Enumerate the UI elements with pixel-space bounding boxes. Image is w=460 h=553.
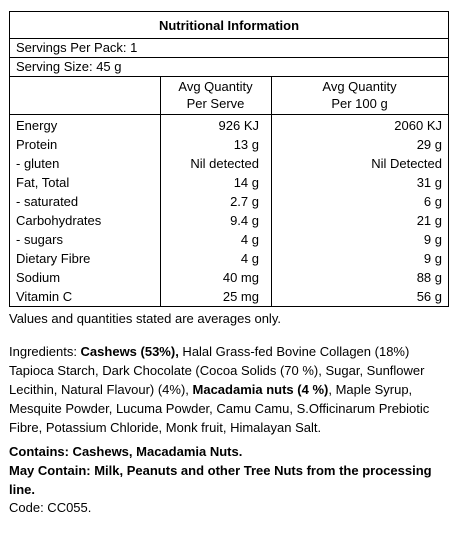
ingredient-allergen: Macadamia nuts (4 %): [192, 382, 329, 397]
product-code: Code: CC055.: [9, 500, 92, 515]
per-100g-value: 6 g: [423, 194, 442, 209]
per-serve-value: 14 g: [233, 175, 259, 190]
nutrient-row: [10, 268, 448, 287]
nutrient-name: - sugars: [16, 232, 63, 247]
nutrition-panel: [9, 11, 449, 307]
panel-title: Nutritional Information: [158, 18, 300, 33]
divider: [10, 57, 448, 58]
per-100g-value: 9 g: [423, 251, 442, 266]
nutrient-name: Fat, Total: [16, 175, 70, 190]
nutrient-name: - saturated: [16, 194, 79, 209]
nutrient-name: Dietary Fibre: [16, 251, 91, 266]
column-header-per-serve: [160, 78, 271, 112]
ingredients-text: [9, 342, 449, 437]
divider: [10, 76, 448, 77]
per-100g-value: 29 g: [416, 137, 442, 152]
per-100g-value: 21 g: [416, 213, 442, 228]
per-100g-value: 9 g: [423, 232, 442, 247]
per-serve-value: 2.7 g: [230, 194, 259, 209]
nutrient-row: [10, 135, 448, 154]
per-serve-value: 40 mg: [222, 270, 259, 285]
serving-size: Serving Size: 45 g: [16, 59, 122, 74]
nutrient-row: [10, 192, 448, 211]
per-serve-value: 926 KJ: [218, 118, 259, 133]
nutrient-row: [10, 173, 448, 192]
per-serve-value: Nil detected: [190, 156, 259, 171]
ingredients-label: Ingredients:: [9, 344, 81, 359]
per-serve-value: 4 g: [240, 251, 259, 266]
per-100g-value: 56 g: [416, 289, 442, 304]
averages-note: Values and quantities stated are averages only.: [9, 311, 281, 326]
nutrient-row: [10, 287, 448, 306]
ingredients-list: , Maple Syrup, Mesquite Powder, Lucuma Powder, Camu Camu, S.Officinarum Prebiotic Fibre, Potassium Chloride, Monk fruit, Himalayan Salt.: [9, 382, 430, 435]
may-contain-line: May Contain: Milk, Peanuts and other Tree Nuts from the processing line.: [9, 463, 432, 497]
nutrient-name: Sodium: [16, 270, 61, 285]
allergen-statement: [9, 442, 460, 499]
per-100g-value: 2060 KJ: [394, 118, 442, 133]
nutrient-row: [10, 230, 448, 249]
contains-line: Contains: Cashews, Macadamia Nuts.: [9, 444, 243, 459]
servings-per-pack: Servings Per Pack: 1: [16, 40, 138, 55]
per-100g-value: 31 g: [416, 175, 442, 190]
nutrient-name: Vitamin C: [16, 289, 73, 304]
column-header-per-100g: [271, 78, 448, 112]
per-serve-value: 4 g: [240, 232, 259, 247]
divider: [10, 38, 448, 39]
nutrient-row: [10, 116, 448, 135]
ingredients-list: Halal Grass-fed Bovine Collagen (18%) Tapioca Starch, Dark Chocolate (Cocoa Solids (70 %), Sugar, Sunflower Lecithin, Natural Flavour) (4%),: [9, 344, 425, 397]
column-header-line: Avg Quantity: [178, 79, 253, 94]
per-100g-value: Nil Detected: [371, 156, 442, 171]
nutrient-name: Energy: [16, 118, 58, 133]
divider: [10, 114, 448, 115]
per-serve-value: 9.4 g: [230, 213, 259, 228]
ingredient-allergen: Cashews (53%),: [80, 344, 179, 359]
column-header-line: Per 100 g: [331, 96, 388, 111]
column-header-line: Per Serve: [186, 96, 245, 111]
nutrient-row: [10, 211, 448, 230]
nutrient-row: [10, 154, 448, 173]
nutrient-name: Carbohydrates: [16, 213, 102, 228]
nutrient-name: Protein: [16, 137, 58, 152]
per-100g-value: 88 g: [416, 270, 442, 285]
column-header-line: Avg Quantity: [322, 79, 397, 94]
nutrient-row: [10, 249, 448, 268]
per-serve-value: 13 g: [233, 137, 259, 152]
nutrient-name: - gluten: [16, 156, 60, 171]
per-serve-value: 25 mg: [222, 289, 259, 304]
